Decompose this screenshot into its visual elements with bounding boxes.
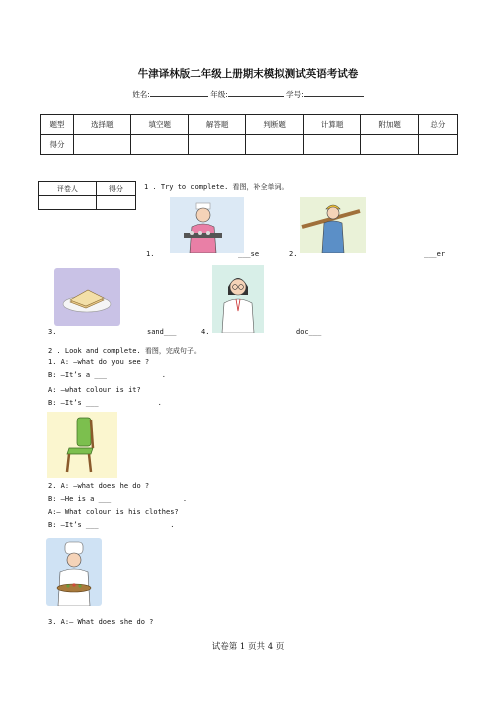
score-cell[interactable]	[188, 135, 245, 155]
grader-label: 评卷人	[39, 182, 97, 196]
q2-blank[interactable]: ___er	[424, 250, 446, 258]
score-header-cell: 计算题	[303, 115, 360, 135]
page-title: 牛津译林版二年级上册期末模拟测试英语考试卷	[137, 68, 359, 80]
q2-number: 2.	[289, 250, 298, 258]
grade-blank	[228, 89, 284, 97]
section2-line: B: —It’s ___ .	[48, 521, 175, 529]
q3-number: 3.	[48, 328, 57, 336]
number-blank	[304, 89, 364, 97]
page-footer: 试卷第 1 页共 4 页	[211, 642, 285, 652]
grader-table	[38, 181, 136, 210]
score-header-cell: 题型	[41, 115, 74, 135]
score-table	[40, 114, 458, 155]
section2-line: 3. A:— What does she do ?	[48, 618, 154, 626]
score-header-cell: 填空题	[131, 115, 188, 135]
score-cell[interactable]	[74, 135, 131, 155]
q4-number: 4.	[201, 328, 210, 336]
q4-blank[interactable]: doc___	[296, 328, 322, 336]
grader-cell[interactable]	[39, 196, 97, 210]
score-cell[interactable]	[361, 135, 418, 155]
worker-picture	[300, 197, 366, 253]
name-blank	[150, 89, 208, 97]
q1-number: 1.	[146, 250, 155, 258]
student-info-line	[0, 89, 496, 100]
score-row-label: 得分	[41, 135, 74, 155]
q3-blank[interactable]: sand___	[147, 328, 177, 336]
score-header-cell: 总分	[418, 115, 457, 135]
cook-picture	[46, 538, 102, 606]
score-header-cell: 解答题	[188, 115, 245, 135]
sandwich-picture	[54, 268, 120, 326]
q1-blank[interactable]: ___se	[238, 250, 260, 258]
name-label: 姓名:	[132, 90, 150, 99]
score-cell[interactable]	[246, 135, 303, 155]
grader-score-label: 得分	[96, 182, 135, 196]
score-cell[interactable]	[418, 135, 457, 155]
nurse-picture	[170, 197, 244, 253]
score-table-row	[41, 135, 458, 155]
grader-score-cell[interactable]	[96, 196, 135, 210]
score-header-cell: 附加题	[361, 115, 418, 135]
section2-line: 1. A: —what do you see ?	[48, 358, 150, 366]
score-cell[interactable]	[303, 135, 360, 155]
section2-line: B: —It’s a ___ .	[48, 371, 167, 379]
section2-line: B: —He is a ___ .	[48, 495, 188, 503]
chair-picture	[47, 412, 117, 478]
section2-line: B: —It’s ___ .	[48, 399, 162, 407]
section2-line: A:— What colour is his clothes?	[48, 508, 179, 516]
grade-label: 年级:	[210, 90, 228, 99]
score-table-header-row	[41, 115, 458, 135]
doctor-picture	[212, 265, 264, 333]
number-label: 学号:	[286, 90, 304, 99]
score-cell[interactable]	[131, 135, 188, 155]
section2-heading: 2 . Look and complete. 看图，完成句子。	[48, 347, 201, 355]
section1-heading: 1 . Try to complete. 看图，补全单词。	[144, 183, 289, 191]
score-header-cell: 判断题	[246, 115, 303, 135]
score-header-cell: 选择题	[74, 115, 131, 135]
section2-line: 2. A: —what does he do ?	[48, 482, 150, 490]
section2-line: A: —what colour is it?	[48, 386, 141, 394]
